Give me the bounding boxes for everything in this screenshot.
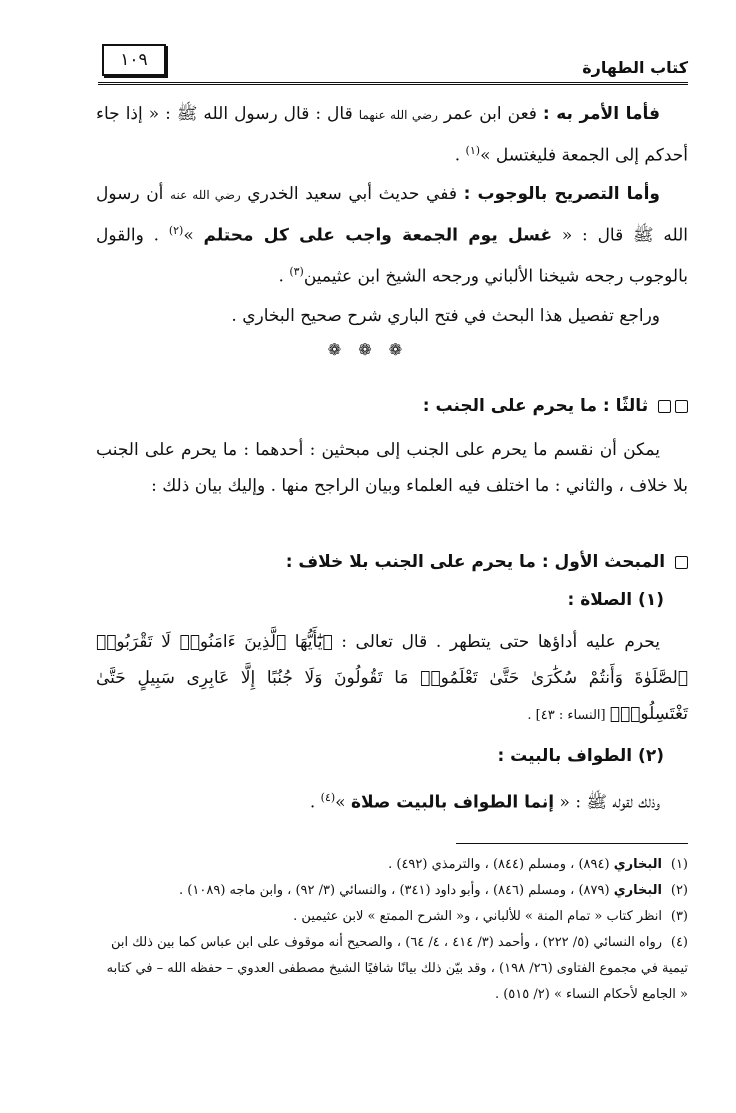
paragraph-reference (96, 298, 688, 334)
footnote-number: (٣) (670, 909, 688, 924)
footnote (96, 904, 688, 930)
text-run: . (309, 792, 321, 813)
footnote-number: (٢) (670, 883, 688, 898)
footnote-text: (٨٩٤) ، ومسلم (٨٤٤) ، والترمذي (٤٩٢) . (388, 857, 614, 872)
section-title: ثالثًا : ما يحرم على الجنب : (422, 396, 649, 416)
paragraph-tawaf (96, 780, 688, 821)
source-name: البخاري (613, 883, 662, 898)
paragraph-lead: فأما الأمر به : (542, 104, 660, 124)
text-run: . والقول بالوجوب رجحه شيخنا الألباني ورجحه الشيخ ابن عثيمين (96, 225, 688, 287)
paragraph-prayer (96, 624, 688, 734)
paragraph-lead: وأما التصريح بالوجوب : (463, 184, 660, 204)
page-header (98, 44, 688, 86)
honorific-glyph: ﷺ (586, 792, 608, 813)
square-bullet-icon (675, 556, 688, 569)
section-intro (96, 432, 688, 504)
footnote (96, 930, 688, 1008)
text-run: قال : « (552, 225, 634, 246)
text-run: » (335, 792, 351, 813)
text-run: ففي حديث أبي سعيد الخدري (240, 184, 464, 204)
item-title: (٢) الطواف بالبيت : (497, 746, 664, 766)
paragraph-obligation (96, 176, 688, 294)
honorific-glyph: ﷺ (176, 104, 198, 124)
footnote (96, 878, 688, 904)
footnote-marker: (٢) (168, 224, 184, 237)
text-run: : « (554, 792, 587, 813)
footnote-separator (456, 843, 688, 844)
header-rule (98, 82, 688, 85)
reference-text: وراجع تفصيل هذا البحث في فتح الباري شرح صحيح البخاري . (231, 306, 660, 326)
footnote-number: (١) (670, 857, 688, 872)
text-run: وذلك لقوله (607, 792, 660, 813)
honorific-phrase: رضي الله عنهما (358, 108, 438, 122)
item-title: (١) الصلاة : (567, 590, 664, 610)
text-run: » (183, 225, 204, 246)
honorific-phrase: رضي الله عنه (170, 188, 241, 202)
quran-verse: ﴿يَٰٓأَيُّهَا ٱلَّذِينَ ءَامَنُوا۟ لَا تَقْرَبُوا۟ ٱلصَّلَوٰةَ وَأَنتُمْ سُكَٰرَىٰ حَتَّىٰ تَعْلَمُوا۟ مَا تَقُولُونَ وَلَا جُنُبًا إِلَّا عَابِرِى سَبِيلٍ حَتَّىٰ تَغْتَسِلُوا۟﴾ (96, 632, 688, 724)
text-run: فعن ابن عمر (437, 104, 543, 124)
section-heading-third (96, 396, 688, 416)
text-run: . (278, 266, 290, 287)
source-name: البخاري (613, 857, 662, 872)
hadith-quote: إنما الطواف بالبيت صلاة (350, 792, 555, 813)
hadith-quote: : « إذا جاء أحدكم إلى الجمعة فليغتسل » (96, 104, 688, 166)
footnote (96, 852, 688, 878)
footnote-number: (٤) (670, 935, 688, 950)
footnote-marker: (٣) (289, 264, 304, 278)
footnote-text: (٨٧٩) ، ومسلم (٨٤٦) ، وأبو داود (٣٤١) ، والنسائي (٣/ ٩٢) ، وابن ماجه (١٠٨٩) . (179, 883, 614, 898)
page-number: ١٠٩ (102, 44, 166, 76)
hadith-quote: غسل يوم الجمعة واجب على كل محتلم (203, 225, 553, 246)
verse-reference: [النساء : ٤٣] . (527, 708, 610, 723)
square-bullet-icon (658, 400, 671, 413)
item-heading-prayer (96, 590, 664, 610)
text-run: قال : قال رسول الله (197, 104, 359, 124)
subsection-title: المبحث الأول : ما يحرم على الجنب بلا خلاف : (285, 552, 666, 572)
section-ornament: ❁ ❁ ❁ (327, 340, 409, 359)
item-heading-tawaf (96, 746, 664, 766)
text-run: يحرم عليه أداؤها حتى يتطهر . قال تعالى : (332, 632, 660, 652)
footnote-marker: (٤) (320, 791, 336, 804)
paragraph-command (96, 96, 688, 174)
footnote-text: انظر كتاب « تمام المنة » للألباني ، و« الشرح الممتع » لابن عثيمين . (293, 909, 662, 924)
honorific-glyph: ﷺ (633, 225, 654, 246)
chapter-title: كتاب الطهارة (582, 58, 688, 77)
footnote-text: رواه النسائي (٥/ ٢٢٢) ، وأحمد (٣/ ٤١٤ ، ٤/ ٦٤) ، والصحيح أنه موقوف على ابن عباس كما بين ذلك ابن تيمية في مجموع الفتاوى (٢٦/ ١٩٨) ، وقد بيّن ذلك بيانًا شافيًا الشيخ مصطفى العدوي – حفظه الله – في كتابه « الجامع لأحكام النساء » (٢/ ٥١٥) . (106, 935, 688, 1002)
intro-text: يمكن أن نقسم ما يحرم على الجنب إلى مبحثين : أحدهما : ما يحرم على الجنب بلا خلاف ، والثاني : ما اختلف فيه العلماء وبيان الراجح منها . وإليك بيان ذلك : (96, 440, 688, 496)
footnotes (96, 852, 688, 1008)
text-run: . (454, 145, 466, 166)
text-run: أن رسول الله (96, 184, 688, 246)
subsection-heading-first (96, 552, 688, 572)
footnote-marker: (١) (465, 144, 481, 157)
square-bullet-icon (675, 400, 688, 413)
